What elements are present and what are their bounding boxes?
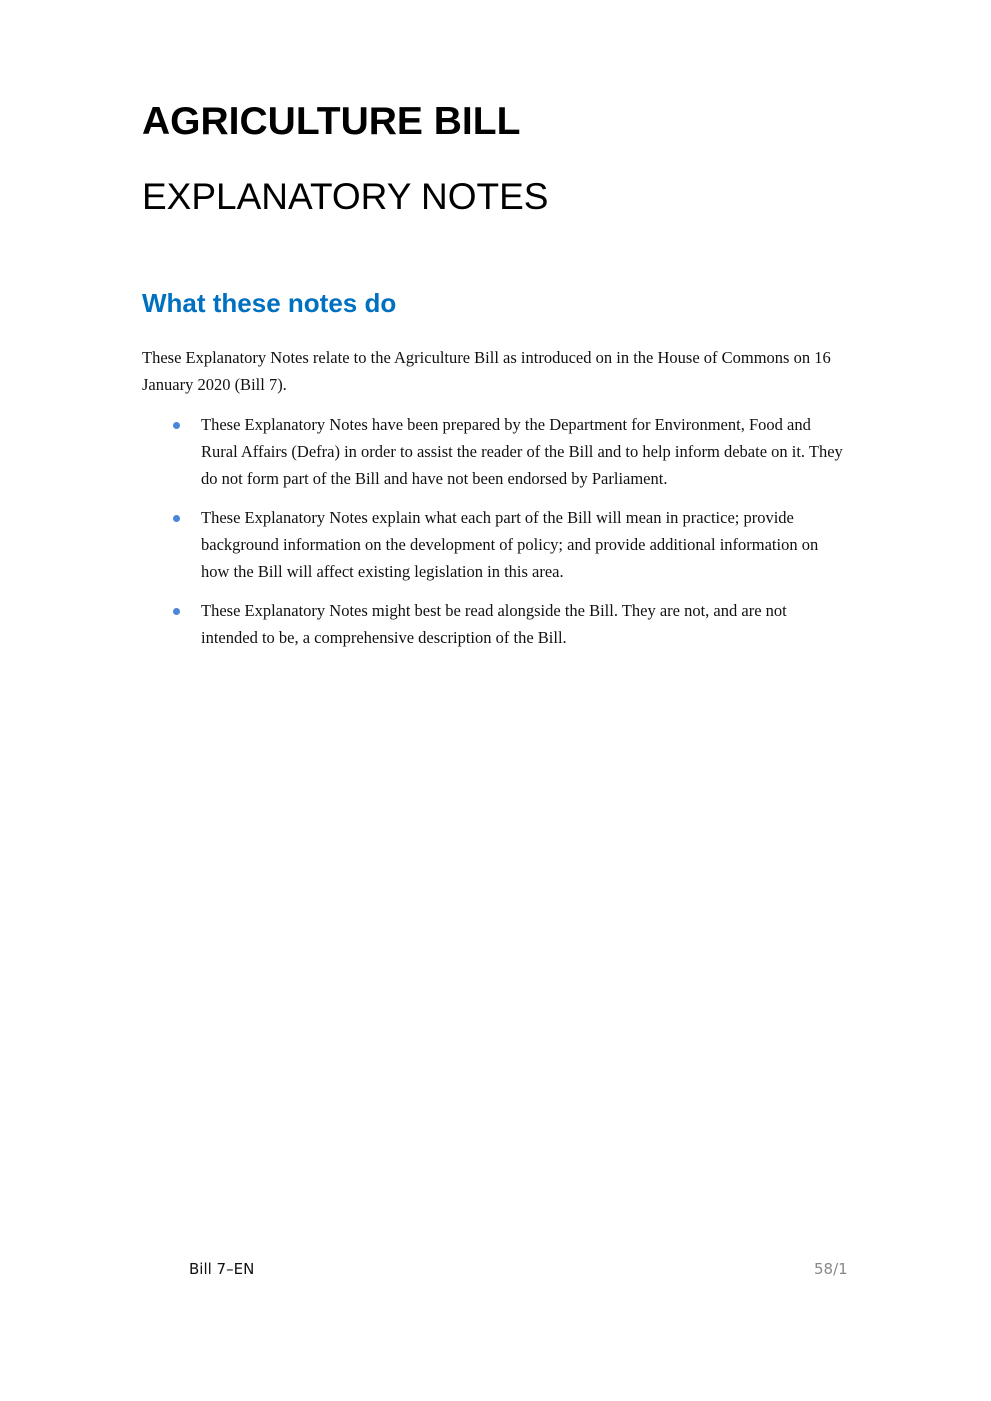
document-subtitle: EXPLANATORY NOTES bbox=[142, 176, 549, 217]
footer-bill-reference: Bill 7–EN bbox=[189, 1260, 255, 1278]
intro-line: These Explanatory Notes relate to the Agriculture Bill as introduced on in the House of Commons on 16 bbox=[142, 348, 831, 367]
footer-page-reference: 58/1 bbox=[814, 1260, 848, 1278]
bullet-line: Rural Affairs (Defra) in order to assist the reader of the Bill and to help inform debate on it. They bbox=[201, 442, 843, 461]
bullet-line: These Explanatory Notes have been prepared by the Department for Environment, Food and bbox=[201, 415, 811, 434]
section-heading: What these notes do bbox=[142, 288, 397, 318]
bullet-icon bbox=[173, 608, 180, 615]
document-title: AGRICULTURE BILL bbox=[142, 100, 521, 143]
bullet-line: These Explanatory Notes might best be read alongside the Bill. They are not, and are not bbox=[201, 601, 787, 620]
bullet-line: how the Bill will affect existing legislation in this area. bbox=[201, 562, 564, 581]
bullet-line: These Explanatory Notes explain what each part of the Bill will mean in practice; provide bbox=[201, 508, 794, 527]
bullet-line: do not form part of the Bill and have not been endorsed by Parliament. bbox=[201, 469, 668, 488]
intro-line: January 2020 (Bill 7). bbox=[142, 375, 287, 394]
bullet-line: background information on the development of policy; and provide additional information on bbox=[201, 535, 819, 554]
intro-paragraph bbox=[142, 344, 831, 398]
bullet-line: intended to be, a comprehensive description of the Bill. bbox=[201, 628, 567, 647]
bullet-icon bbox=[173, 422, 180, 429]
bullet-icon bbox=[173, 515, 180, 522]
